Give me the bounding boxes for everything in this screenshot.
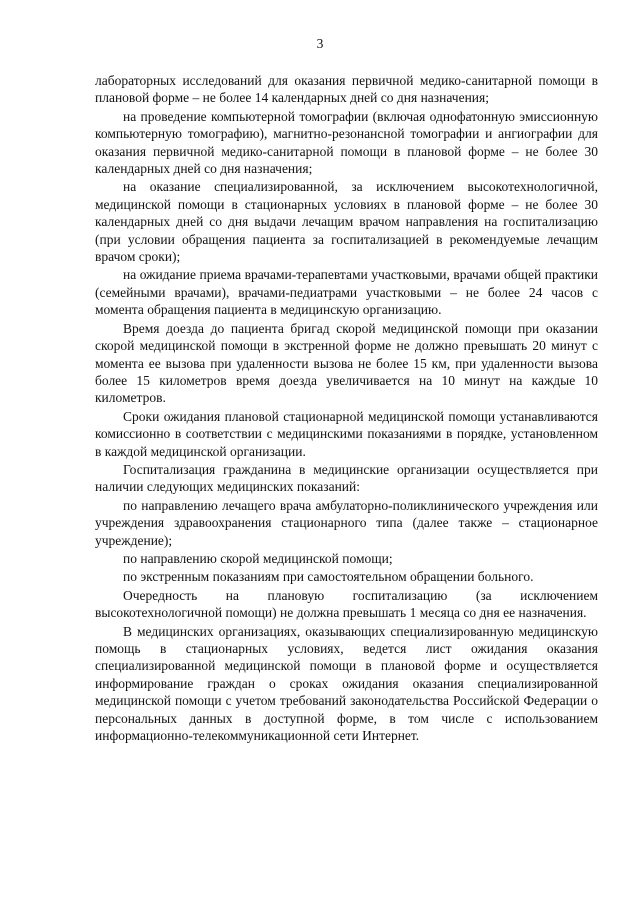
paragraph-queue: Очередность на плановую госпитализацию (за исключением высокотехнологичной помощи) не должна превышать 1 месяца со дня ее назначения. <box>95 587 598 621</box>
page-number: 3 <box>316 36 324 51</box>
paragraph-emergency: по экстренным показаниям при самостоятельном обращении больного. <box>123 569 534 585</box>
paragraph-specialized-care: на оказание специализированной, за исключением высокотехнологичной, медицинской помощи в стационарных условиях в плановой форме – не более 30 календарных дней со дня выдачи лечащим врачом направления на госпитализацию (при условии обращения пациента за госпитализацией в рекомендуемые лечащим врачом сроки); <box>95 179 598 265</box>
paragraph-waiting-list: В медицинских организациях, оказывающих специализированную медицинскую помощь в стационарных условиях, ведется лист ожидания оказания специализированной медицинской помощи в плановой форме и осуществляется информирование граждан о сроках ожидания оказания специализированной медицинской помощи с учетом требований законодательства Российской Федерации о персональных данных в доступной форме, в том числе с использованием информационно-телекоммуникационной сети Интернет. <box>95 623 598 744</box>
paragraph-planned-inpatient: Сроки ожидания плановой стационарной медицинской помощи устанавливаются комиссионно в соответствии с медицинскими показаниями в порядке, установленном в каждой медицинской организации. <box>95 408 598 459</box>
paragraph-lab-tests: лабораторных исследований для оказания первичной медико-санитарной помощи в плановой форме – не более 14 календарных дней со дня назначения; <box>95 73 598 106</box>
paragraph-ambulance-time: Время доезда до пациента бригад скорой медицинской помощи при оказании скорой медицинской помощи в экстренной форме не должно превышать 20 минут с момента ее вызова при удаленности вызова не более 15 км, при удаленности вызова более 15 километров время доезда увеличивается на 10 минут на каждые 10 километров. <box>95 320 598 406</box>
document-body <box>95 72 598 745</box>
paragraph-referral-doctor: по направлению лечащего врача амбулаторно-поликлинического учреждения или учреждения здравоохранения стационарного типа (далее также – стационарное учреждение); <box>95 497 598 548</box>
paragraph-referral-ambulance: по направлению скорой медицинской помощи; <box>123 550 393 566</box>
paragraph-hospitalization-indications: Госпитализация гражданина в медицинские организации осуществляется при наличии следующих медицинских показаний: <box>95 461 598 495</box>
paragraph-therapist-wait: на ожидание приема врачами-терапевтами участковыми, врачами общей практики (семейными врачами), врачами-педиатрами участковыми – не более 24 часов с момента обращения пациента в медицинскую организацию. <box>95 267 598 318</box>
paragraph-ct-mri: на проведение компьютерной томографии (включая однофатонную эмиссионную компьютерную томографию), магнитно-резонансной томографии и ангиографии для оказания первичной медико-санитарной помощи в плановой форме – не более 30 календарных дней со дня назначения; <box>95 108 598 177</box>
